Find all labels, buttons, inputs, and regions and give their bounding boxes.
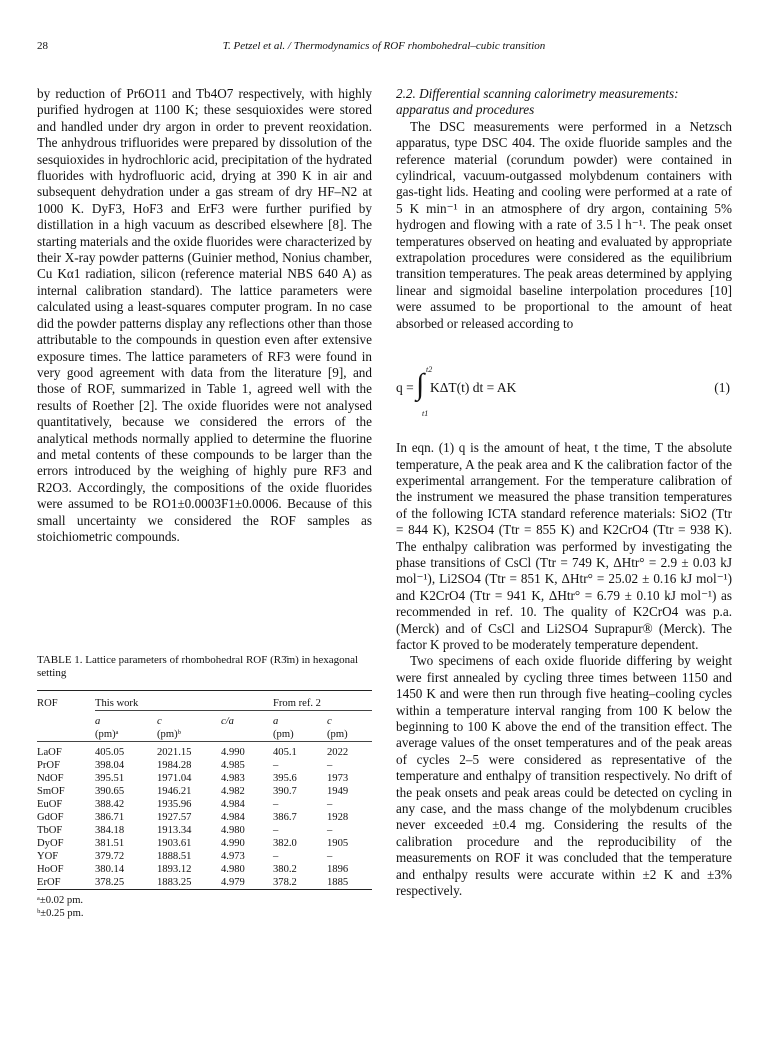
table-cell-a: 395.51 [95, 773, 125, 784]
table-cell-rc: – [327, 799, 333, 810]
table-cell-rof: GdOF [37, 812, 64, 823]
table-cell-rof: EuOF [37, 799, 63, 810]
right-column [396, 86, 732, 899]
table-cell-c: 1946.21 [157, 786, 192, 797]
table-cell-rc: – [327, 825, 333, 836]
table-cell-ca: 4.980 [221, 825, 245, 836]
unit-ref-c: (pm) [327, 729, 348, 740]
table-cell-ca: 4.984 [221, 799, 245, 810]
table-cell-ca: 4.983 [221, 773, 245, 784]
table-row [37, 759, 372, 772]
table-cell-c: 1888.51 [157, 851, 192, 862]
table-cell-a: 380.14 [95, 864, 125, 875]
table-cell-rof: SmOF [37, 786, 65, 797]
table-cell-rc: – [327, 760, 333, 771]
table-row [37, 876, 372, 890]
table-cell-rof: YOF [37, 851, 59, 862]
table-row [37, 746, 372, 759]
table-caption: TABLE 1. Lattice parameters of rhombohedral ROF (R3̄m) in hexagonal setting [37, 654, 359, 679]
table-cell-ra: – [273, 825, 279, 836]
table-cell-ca: 4.982 [221, 786, 245, 797]
table-cell-ra: 378.2 [273, 877, 297, 888]
table-cell-ra: 395.6 [273, 773, 297, 784]
integral-lower-limit: t1 [422, 409, 429, 419]
col-group-ref: From ref. 2 [273, 698, 321, 709]
table-cell-rc: 2022 [327, 747, 349, 758]
table-cell-rof: HoOF [37, 864, 64, 875]
sub-header-ref-a: a [273, 716, 279, 727]
table-cell-ca: 4.979 [221, 877, 245, 888]
unit-a: (pm)ᵃ [95, 729, 119, 740]
table-cell-a: 398.04 [95, 760, 125, 771]
sub-header-ref-c: c [327, 716, 332, 727]
equation-expression: KΔT(t) dt = AK [430, 380, 517, 396]
table-cell-rof: LaOF [37, 747, 62, 758]
table-cell-ca: 4.973 [221, 851, 245, 862]
table-cell-rc: 1928 [327, 812, 349, 823]
table-cell-c: 1893.12 [157, 864, 192, 875]
sub-header-ca: c/a [221, 716, 234, 727]
table-cell-ra: 380.2 [273, 864, 297, 875]
table-cell-rc: 1896 [327, 864, 349, 875]
table-cell-rc: 1973 [327, 773, 349, 784]
table-cell-ra: 405.1 [273, 747, 297, 758]
integral-sign: ∫ [416, 368, 425, 402]
table-row [37, 824, 372, 837]
body-paragraph: by reduction of Pr6O11 and Tb4O7 respectively, with highly purified hydrogen at 1100 K; these sesquioxides were stored and handled under dry argon in order to prevent reoxidation. The anhydrous trifluorides were prepared by dissolution of the sesquioxides in hydrochloric acid, precipitation of the hydrated fluorides with hydrofluoric acid, drying at 390 K in air and subsequent dehydration under a gas stream of dry HF–N2 at 1000 K. DyF3, HoF3 and ErF3 were further purified by distillation in a high vacuum as described elsewhere [8]. The starting materials and the oxide fluorides were characterized by their X-ray powder patterns (Guinier method, Nonius chamber, Cu Kα1 radiation, silicon (reference material NBS 640 A) as internal calibration standard). The lattice parameters were calculated using a least-squares computer program. In no case did the powder patterns display any reflections other than those attributable to the compounds in question even after extensive exposure times. The lattice parameters of RF3 were found in very good agreement with data from the literature [9], and those of ROF, summarized in Table 1, agreed well with the results of Roether [2]. The oxide fluorides were not analysed quantitatively, because we considered the errors of the analytical methods normally applied to determine the fluorine and metal contents of these compounds to be larger than the errors introduced by the weighing of highly pure RF3 and R2O3. Accordingly, the compositions of the oxide fluorides were assumed to be RO1±0.0003F1±0.0006. Because of this small uncertainty we considered the ROF samples as stoichiometric compounds. [37, 86, 372, 544]
table-row [37, 772, 372, 785]
table-cell-a: 390.65 [95, 786, 125, 797]
table-cell-ca: 4.980 [221, 864, 245, 875]
body-paragraph-cycling: Two specimens of each oxide fluoride differing by weight were first annealed by cycling three times between 1150 and 1450 K and were then run through five heating–cooling cycles within a temperature interval ranging from 100 K below the beginning to 100 K above the end of the transition effect. The average values of the onset temperatures and of the peak areas of cycles 2–5 were considered as representative of the temperature and enthalpy of transition respectively. No drift of the peak onsets and peak areas could be detected on cycling in any case, and the mass change of the molybdenum crucibles never exceeded ±0.4 mg. Considering the results of the calibration procedure and the reproducibility of the measurements on ROF it was concluded that the temperature and enthalpy results were accurate within ±2 K and ±3% respectively. [396, 653, 732, 899]
table-row [37, 811, 372, 824]
table-cell-rof: PrOF [37, 760, 60, 771]
col-header-rof: ROF [37, 698, 58, 709]
table-row [37, 798, 372, 811]
table-cell-a: 405.05 [95, 747, 125, 758]
footnote-a: ᵃ±0.02 pm. [37, 895, 84, 906]
table-cell-c: 1913.34 [157, 825, 192, 836]
table-cell-a: 379.72 [95, 851, 125, 862]
table-cell-a: 378.25 [95, 877, 125, 888]
page-number: 28 [37, 40, 48, 52]
table-cell-rc: 1905 [327, 838, 349, 849]
table-cell-ra: – [273, 799, 279, 810]
running-head: T. Petzel et al. / Thermodynamics of ROF rhombohedral–cubic transition [222, 40, 546, 52]
body-paragraph-dsc: The DSC measurements were performed in a Netzsch apparatus, type DSC 404. The oxide fluoride samples and the reference material (corundum powder) were contained in cylindrical, vacuum-outgassed molybdenum containers with gas-tight lids. Heating and cooling were performed at a rate of 5 K min⁻¹ in an atmosphere of dry argon, containing 5% hydrogen and flowing with a rate of 3.5 l h⁻¹. The peak onset temperatures observed on heating and evaluated by appropriate extrapolation procedures were considered as the equilibrium transition temperatures. The peak areas determined by applying linear and sigmoidal baseline interpolation procedures [10] were assumed to be proportional to the amount of heat absorbed or released according to [396, 118, 732, 331]
table-cell-c: 1927.57 [157, 812, 192, 823]
sub-header-a: a [95, 716, 101, 727]
table-1 [37, 690, 372, 920]
col-group-this-work: This work [95, 698, 139, 709]
equation-lhs: q = [396, 380, 414, 396]
left-column [37, 86, 372, 545]
section-heading: 2.2. Differential scanning calorimetry measurements: apparatus and procedures [396, 86, 679, 118]
table-cell-c: 1971.04 [157, 773, 192, 784]
table-cell-ra: – [273, 851, 279, 862]
body-paragraph-calibration: In eqn. (1) q is the amount of heat, t the time, T the absolute temperature, A the peak area and K the calibration factor of the experimental arrangement. For the temperature calibration of the instrument we measured the phase transition temperatures of the following ICTA standard reference materials: SiO2 (Ttr = 844 K), K2SO4 (Ttr = 855 K) and K2CrO4 (Ttr = 938 K). The enthalpy calibration was performed by investigating the phase transitions of CsCl (Ttr = 749 K, ΔHtr° = 2.9 ± 0.03 kJ mol⁻¹), Li2SO4 (Ttr = 851 K, ΔHtr° = 25.02 ± 0.16 kJ mol⁻¹) and K2CrO4 (Ttr = 941 K, ΔHtr° = 6.79 ± 0.10 kJ mol⁻¹) as recommended in ref. 10. The quality of K2CrO4 was p.a. (Merck) and of CsCl and Li2SO4 Suprapur® (Merck). The factor K proved to be moderately temperature dependent. [396, 440, 732, 652]
table-cell-rc: 1885 [327, 877, 349, 888]
integral-upper-limit: t2 [426, 365, 433, 375]
table-row [37, 785, 372, 798]
unit-ref-a: (pm) [273, 729, 294, 740]
table-cell-a: 386.71 [95, 812, 125, 823]
table-cell-ca: 4.990 [221, 747, 245, 758]
table-cell-c: 1883.25 [157, 877, 192, 888]
table-cell-c: 1903.61 [157, 838, 192, 849]
table-cell-rof: DyOF [37, 838, 64, 849]
table-cell-a: 384.18 [95, 825, 125, 836]
table-cell-rof: NdOF [37, 773, 64, 784]
table-row [37, 850, 372, 863]
table-row [37, 837, 372, 850]
equation-1 [396, 348, 732, 426]
table-cell-ca: 4.985 [221, 760, 245, 771]
unit-c: (pm)ᵇ [157, 729, 181, 740]
table-cell-ca: 4.990 [221, 838, 245, 849]
table-row [37, 863, 372, 876]
equation-number: (1) [714, 380, 730, 396]
table-cell-c: 1984.28 [157, 760, 192, 771]
table-cell-a: 388.42 [95, 799, 125, 810]
footnote-b: ᵇ±0.25 pm. [37, 908, 84, 919]
table-cell-ra: 386.7 [273, 812, 297, 823]
table-cell-ca: 4.984 [221, 812, 245, 823]
table-cell-rc: 1949 [327, 786, 349, 797]
table-cell-c: 2021.15 [157, 747, 192, 758]
table-cell-a: 381.51 [95, 838, 125, 849]
table-cell-ra: – [273, 760, 279, 771]
table-cell-ra: 390.7 [273, 786, 297, 797]
table-cell-rof: ErOF [37, 877, 61, 888]
table-cell-ra: 382.0 [273, 838, 297, 849]
table-cell-rc: – [327, 851, 333, 862]
table-cell-c: 1935.96 [157, 799, 192, 810]
table-cell-rof: TbOF [37, 825, 63, 836]
sub-header-c: c [157, 716, 162, 727]
